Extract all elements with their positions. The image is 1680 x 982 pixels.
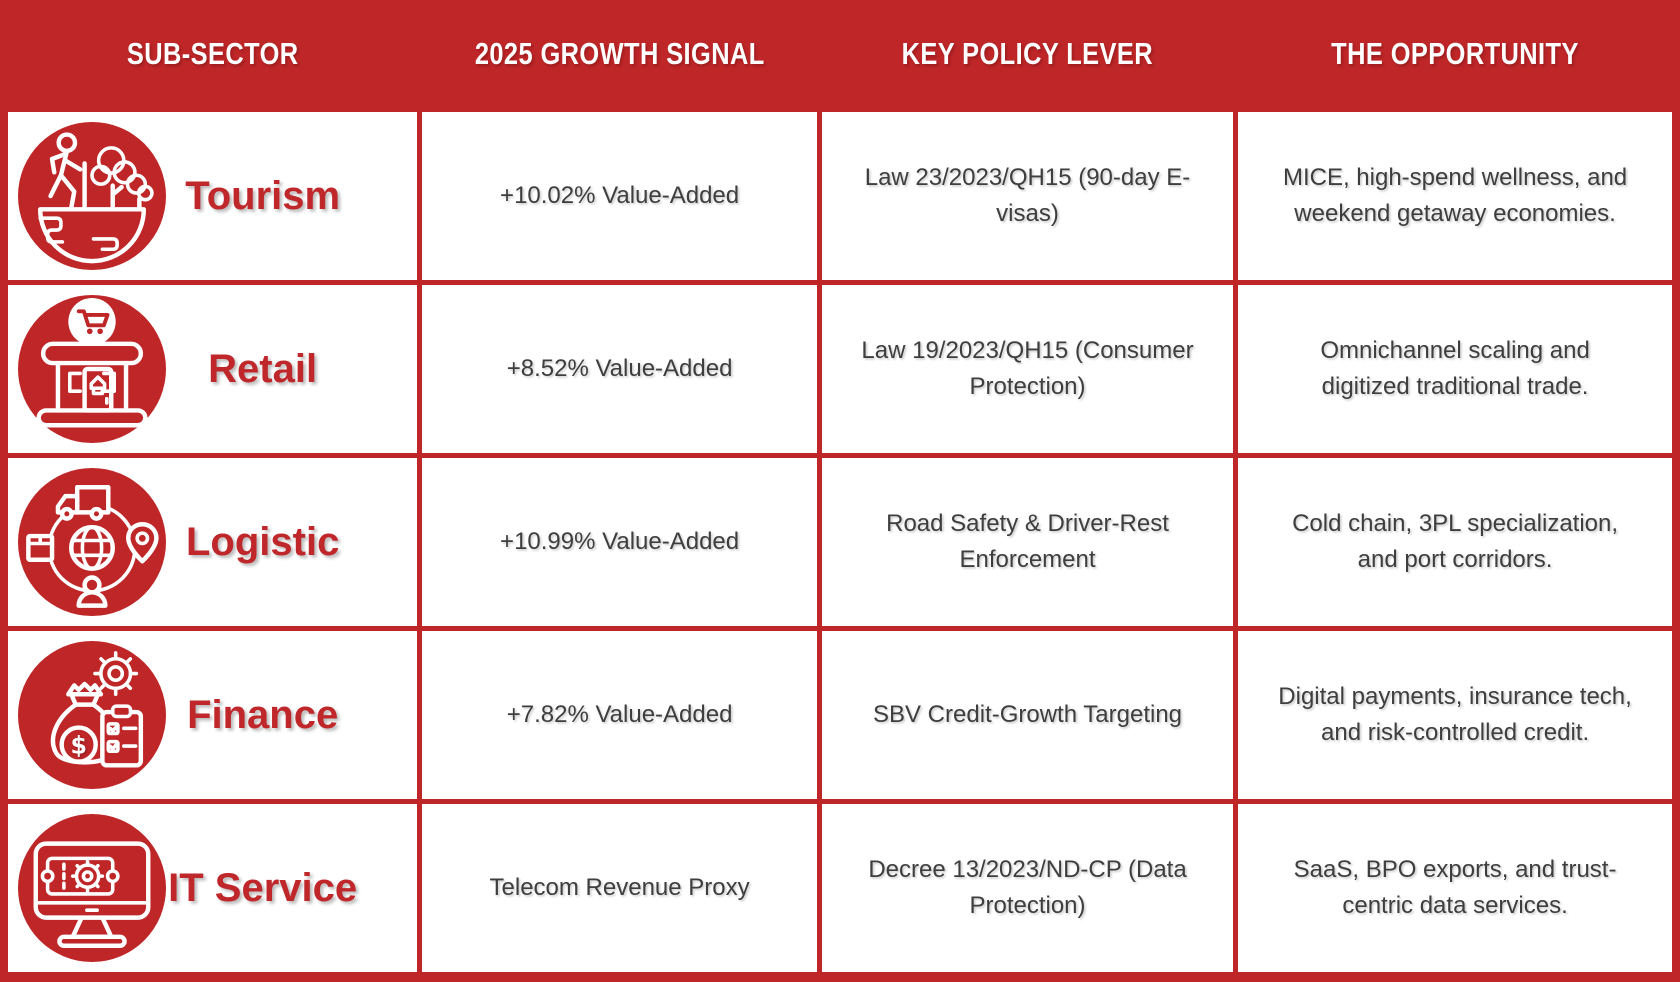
table-row-logistic-sector-cell xyxy=(8,458,417,626)
sector-name: Logistic xyxy=(185,520,340,564)
finance-growth-cell: +7.82% Value-Added xyxy=(422,631,817,799)
sector-name: Retail xyxy=(208,347,318,391)
table-row-tourism-sector-cell xyxy=(8,112,417,280)
tourism-growth-cell: +10.02% Value-Added xyxy=(422,112,817,280)
it-service-growth-cell: Telecom Revenue Proxy xyxy=(422,804,817,972)
logistic-policy-cell: Road Safety & Driver-Rest Enforcement xyxy=(822,458,1233,626)
logistic-opportunity-cell: Cold chain, 3PL specialization, and port corridors. xyxy=(1238,458,1672,626)
column-header-sub-sector: SUB-SECTOR xyxy=(8,0,417,107)
finance-policy-cell: SBV Credit-Growth Targeting xyxy=(822,631,1233,799)
finance-moneybag-gear-checklist-icon xyxy=(18,641,166,789)
column-header-opportunity: THE OPPORTUNITY xyxy=(1238,0,1672,107)
finance-opportunity-cell: Digital payments, insurance tech, and risk-controlled credit. xyxy=(1238,631,1672,799)
svg-text:$: $ xyxy=(70,731,87,760)
table-row-retail-sector-cell xyxy=(8,285,417,453)
retail-opportunity-cell: Omnichannel scaling and digitized traditional trade. xyxy=(1238,285,1672,453)
it-service-policy-cell: Decree 13/2023/ND-CP (Data Protection) xyxy=(822,804,1233,972)
retail-policy-cell: Law 19/2023/QH15 (Consumer Protection) xyxy=(822,285,1233,453)
it-service-monitor-gear-icon xyxy=(18,814,166,962)
sector-name: IT Service xyxy=(168,866,358,910)
logistic-growth-cell: +10.99% Value-Added xyxy=(422,458,817,626)
retail-growth-cell: +8.52% Value-Added xyxy=(422,285,817,453)
table-row-it-service-sector-cell xyxy=(8,804,417,972)
tourism-hiker-globe-icon xyxy=(18,122,166,270)
tourism-policy-cell: Law 23/2023/QH15 (90-day E-visas) xyxy=(822,112,1233,280)
retail-storefront-cart-icon xyxy=(18,295,166,443)
sector-name: Finance xyxy=(187,693,339,737)
column-header-policy-lever: KEY POLICY LEVER xyxy=(822,0,1233,107)
table-row-finance-sector-cell xyxy=(8,631,417,799)
column-header-growth-signal: 2025 GROWTH SIGNAL xyxy=(422,0,817,107)
sector-name: Tourism xyxy=(185,174,341,218)
it-service-opportunity-cell: SaaS, BPO exports, and trust-centric data services. xyxy=(1238,804,1672,972)
tourism-opportunity-cell: MICE, high-spend wellness, and weekend getaway economies. xyxy=(1238,112,1672,280)
logistics-truck-globe-pin-icon xyxy=(18,468,166,616)
